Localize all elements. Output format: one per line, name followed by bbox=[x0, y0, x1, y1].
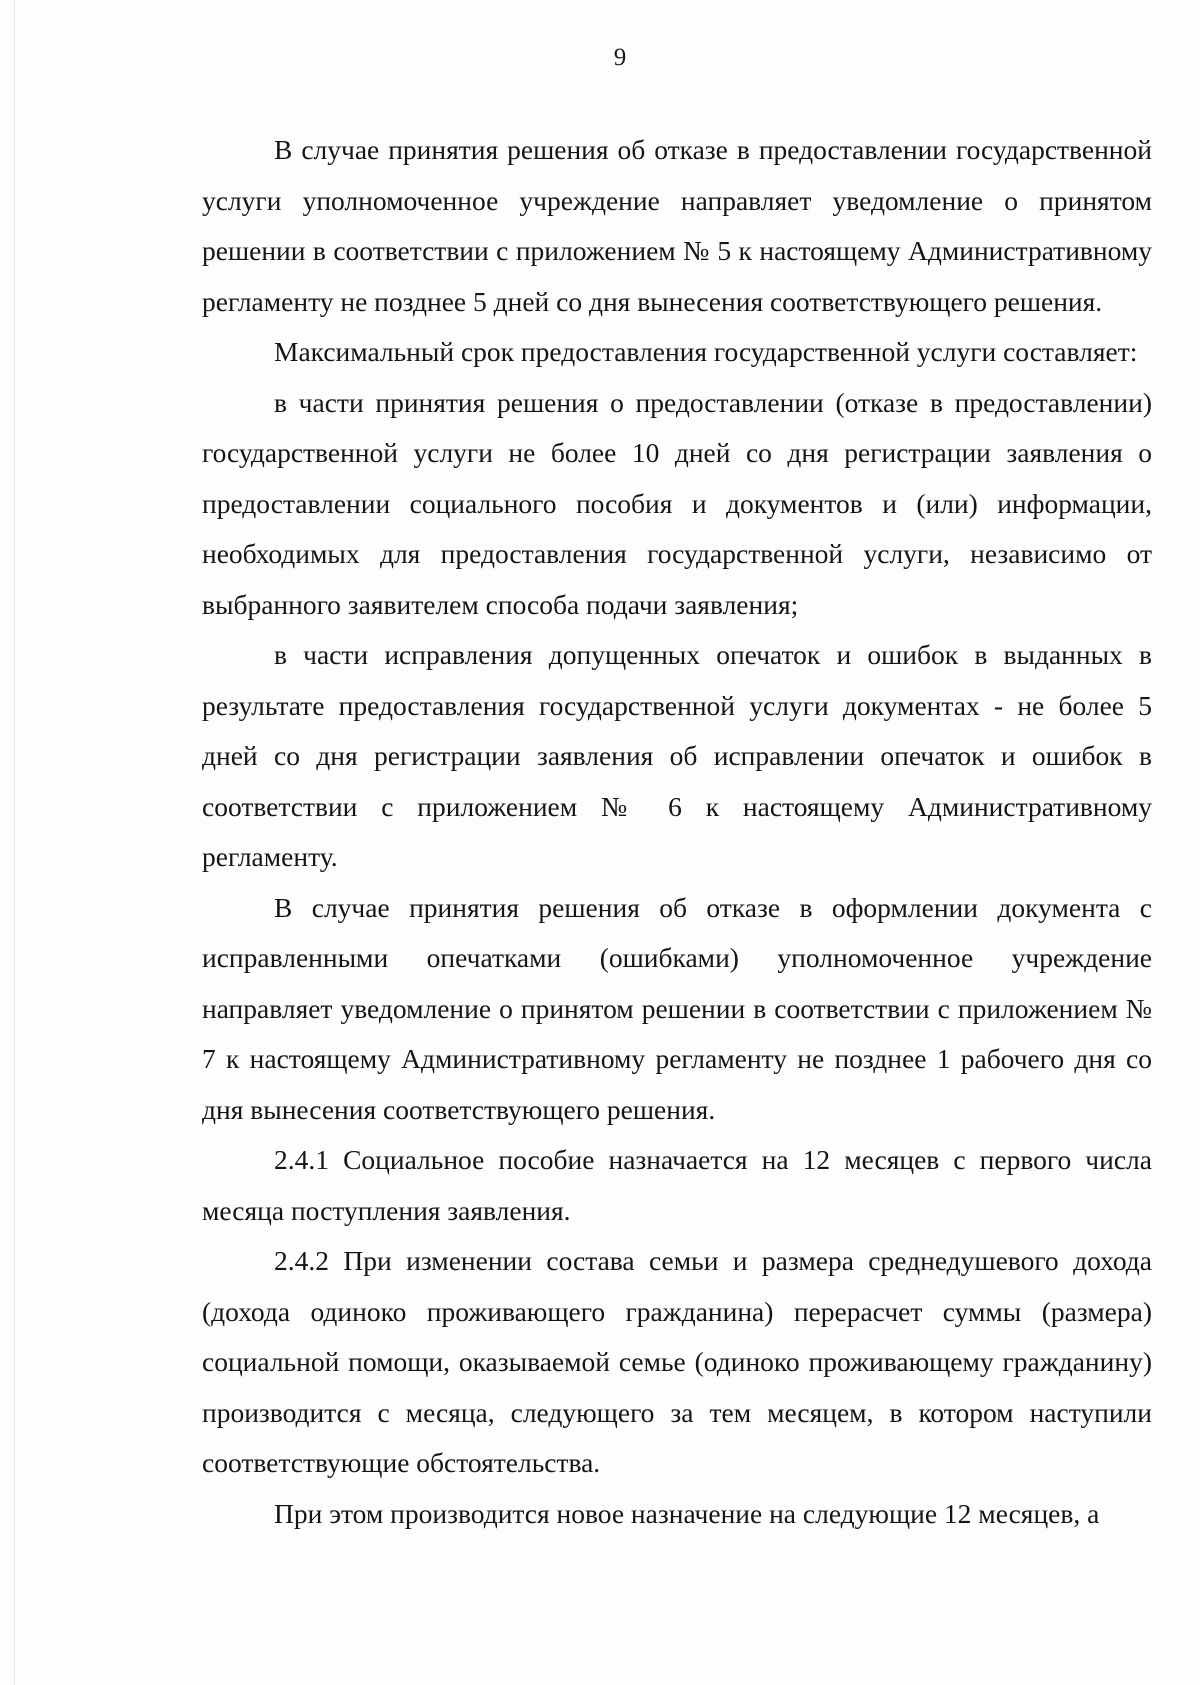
document-body bbox=[202, 125, 1152, 1539]
paragraph-correction-term: в части исправления допущенных опечаток и ошибок в выданных в результате предоставления государственной услуги документах - не более 5 дней со дня регистрации заявления об исправлении опечаток и ошибок в соответствии с приложением № 6 к настоящему Административному регламенту. bbox=[202, 639, 1152, 872]
paragraph-max-term: Максимальный срок предоставления государственной услуги составляет: bbox=[274, 336, 1138, 367]
paragraph-2-4-1: 2.4.1 Социальное пособие назначается на 12 месяцев с первого числа месяца поступления заявления. bbox=[202, 1144, 1152, 1226]
scan-edge-line bbox=[14, 0, 15, 1685]
paragraph-correction-refusal: В случае принятия решения об отказе в оформлении документа с исправленными опечатками (ошибками) уполномоченное учреждение направляет уведомление о принятом решении в соответствии с приложением № 7 к настоящему Административному регламенту не позднее 1 рабочего дня со дня вынесения соответствующего решения. bbox=[202, 891, 1152, 1125]
paragraph-new-assignment: При этом производится новое назначение на следующие 12 месяцев, а bbox=[274, 1497, 1100, 1529]
paragraph-2-4-2: 2.4.2 При изменении состава семьи и размера среднедушевого дохода (дохода одиноко проживающего гражданина) перерасчет суммы (размера) социальной помощи, оказываемой семье (одиноко проживающему гражданину) производится с месяца, следующего за тем месяцем, в котором наступили соответствующие обстоятельства. bbox=[202, 1245, 1152, 1478]
paragraph-decision-term: в части принятия решения о предоставлении (отказе в предоставлении) государственной услуги не более 10 дней со дня регистрации заявления о предоставлении социального пособия и документов и (или) информации, необходимых для предоставления государственной услуги, независимо от выбранного заявителем способа подачи заявления; bbox=[202, 386, 1152, 620]
page-number: 9 bbox=[613, 44, 627, 71]
paragraph-refusal-notice: В случае принятия решения об отказе в предоставлении государственной услуги уполномоченное учреждение направляет уведомление о принятом решении в соответствии с приложением № 5 к настоящему Административному регламенту не позднее 5 дней со дня вынесения соответствующего решения. bbox=[202, 134, 1152, 317]
